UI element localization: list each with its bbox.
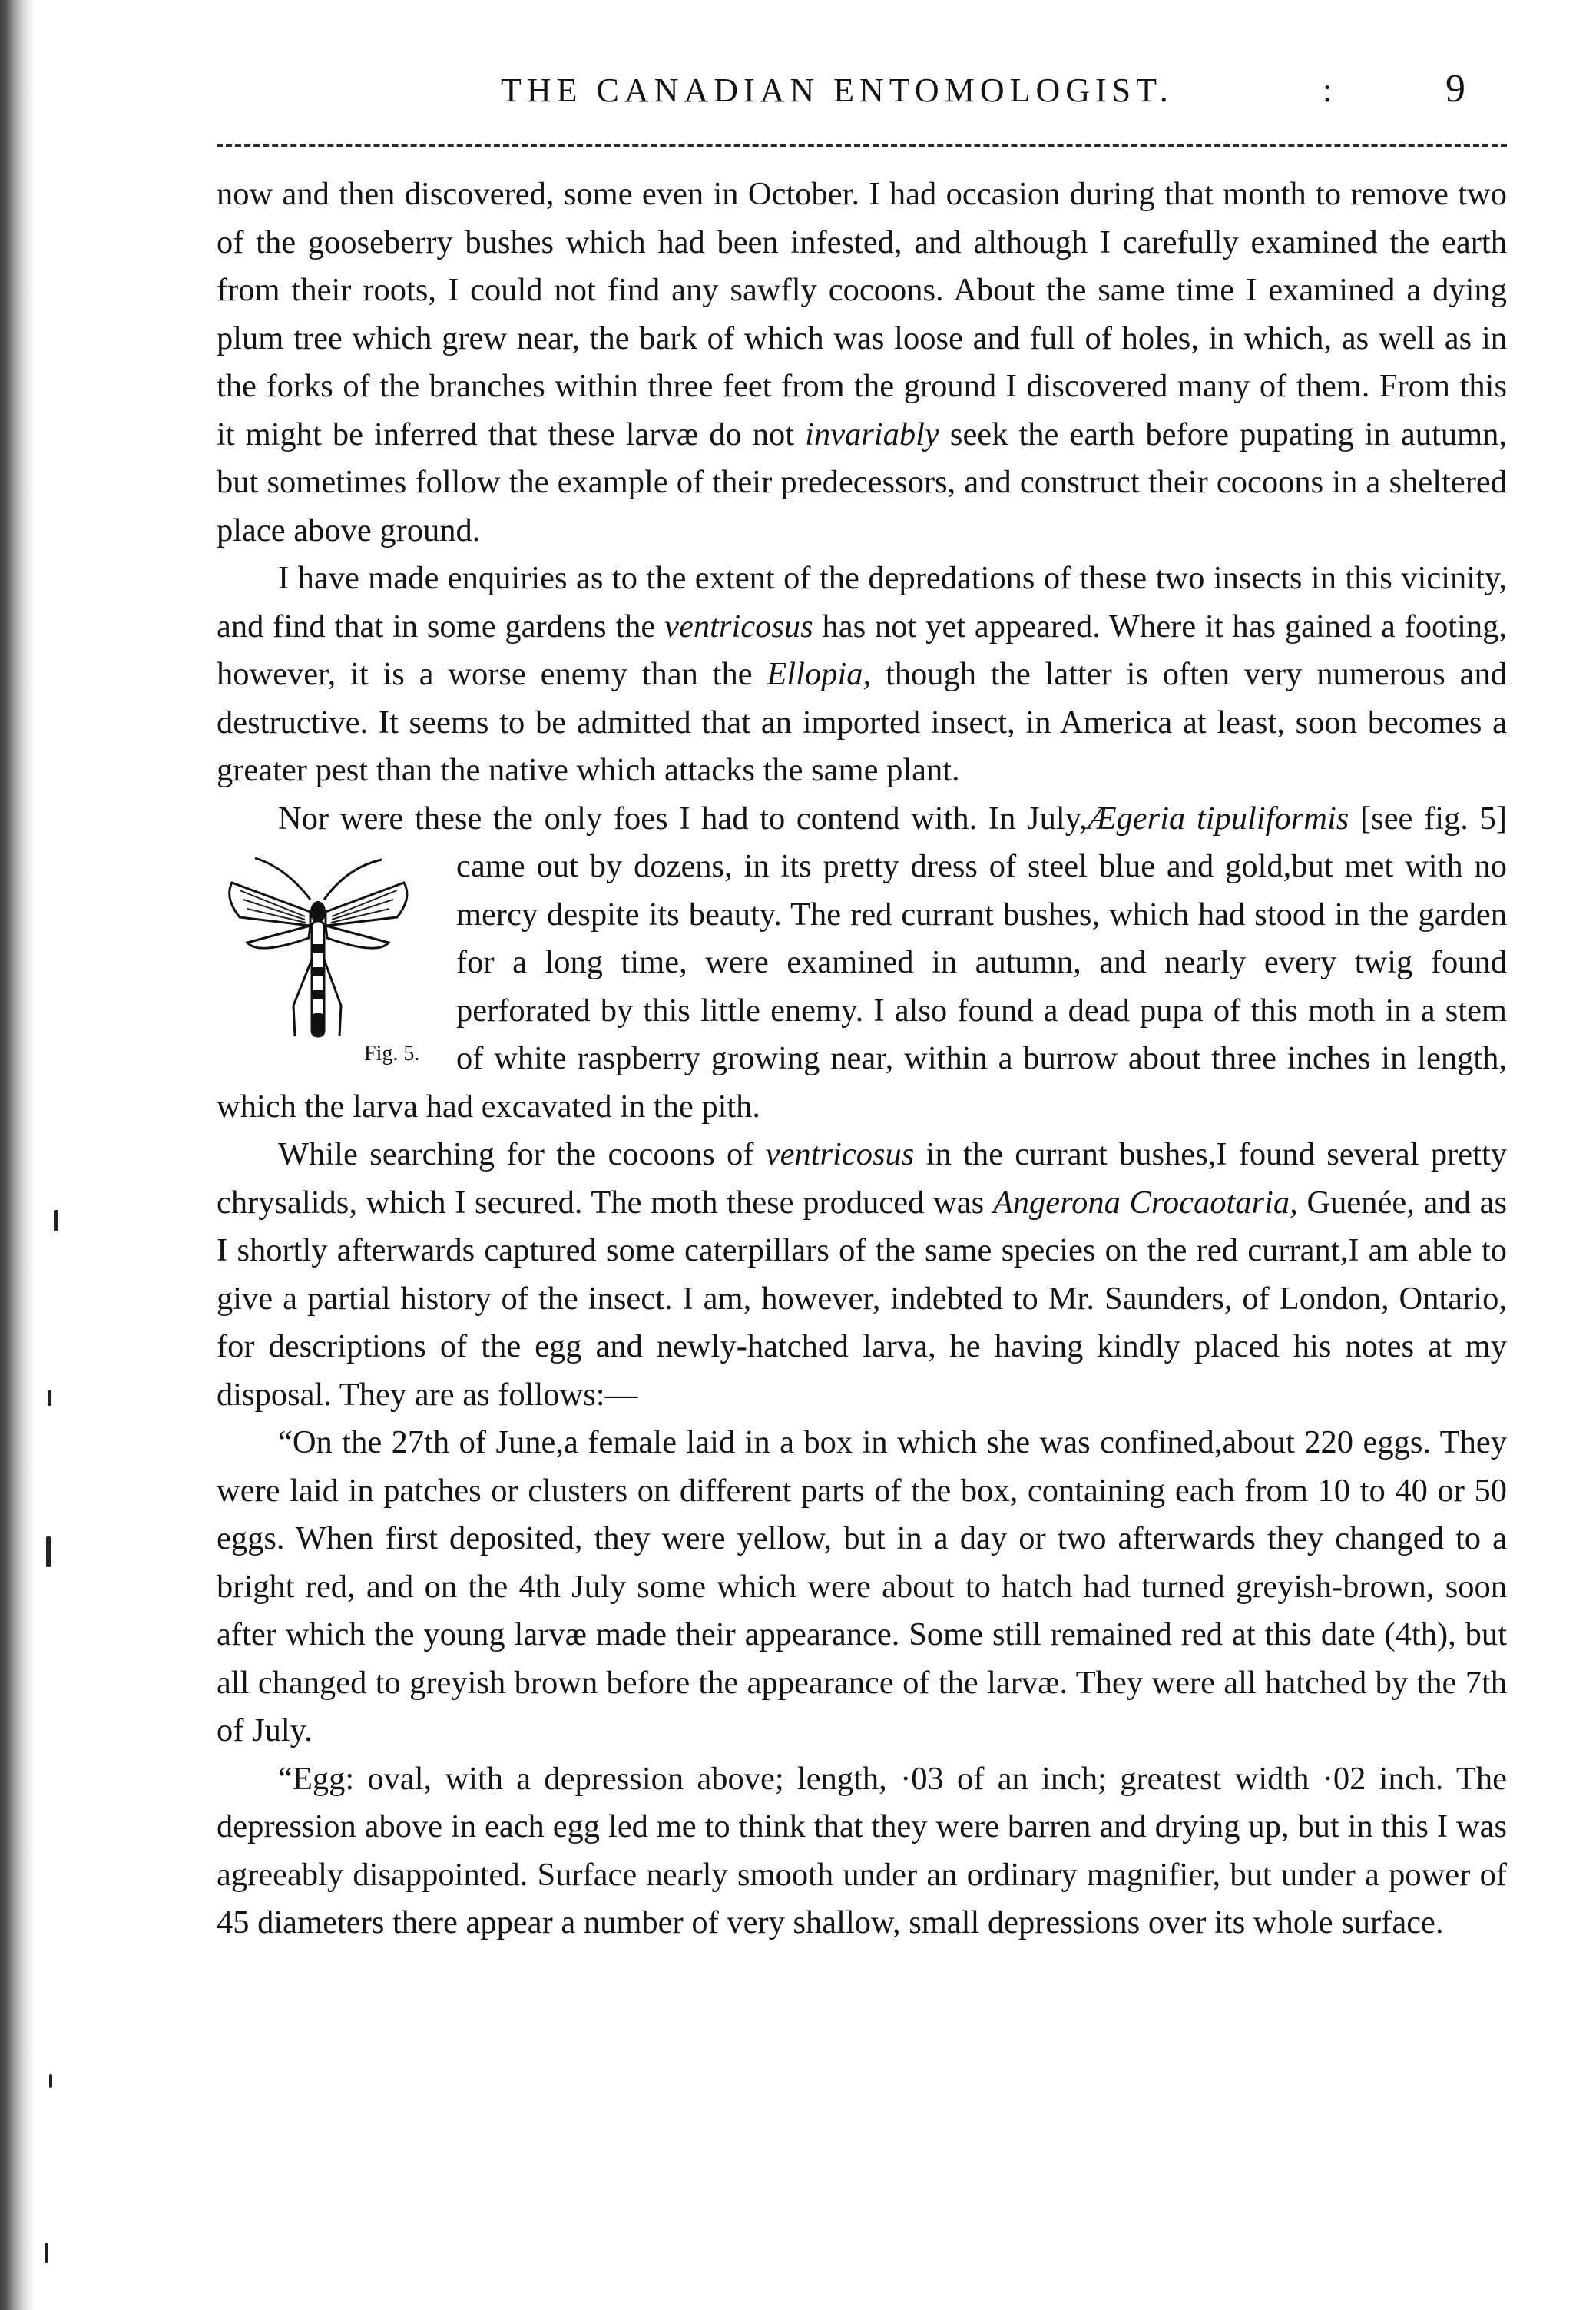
moth-illustration bbox=[224, 852, 412, 1052]
paragraph-2: I have made enquiries as to the extent of the depredations of these two insects in this vicinity, and find that in some gardens the ventricosus has not yet appeared. Where it has gained a footing, however, it is a worse enemy than the Ellopia, though the latter is often very numerous and destructive. It seems to be admitted that an imported insect, in America at least, soon becomes a greater pest than the native which attacks the same plant. bbox=[217, 560, 1508, 788]
scan-speck bbox=[46, 1536, 51, 1567]
paragraph-1: now and then discovered, some even in October. I had occasion during that month to remove two of the gooseberry bushes which had been infested, and although I carefully examined the earth from their roots, I could not find any sawfly cocoons. About the same time I examined a dying plum tree which grew near, the bark of which was loose and full of holes, in which, as well as in the forks of the branches within three feet from the ground I discovered many of them. From this it might be inferred that these larvæ do not invariably seek the earth before pupating in autumn, but sometimes follow the example of their predecessors, and construct their cocoons in a sheltered place above ground. bbox=[217, 176, 1508, 549]
page-header bbox=[217, 67, 1507, 124]
paragraph-4: While searching for the cocoons of ventricosus in the currant bushes,I found several pretty chrysalids, which I secured. The moth these produced was Angerona Crocaotaria, Guenée, and as I shortly afterwards captured some caterpillars of the same species on the red currant,I am able to give a partial history of the insect. I am, however, indebted to Mr. Saunders, of London, Ontario, for descriptions of the egg and newly-hatched larva, he having kindly placed his notes at my disposal. They are as follows:— bbox=[217, 1136, 1508, 1413]
body-text bbox=[217, 171, 1507, 1947]
paragraph-5-quote: “On the 27th of June,a female laid in a box in which she was confined,about 220 eggs. They were laid in patches or clusters on different parts of the box, containing each from 10 to 40 or 50 eggs. When first deposited, they were yellow, but in a day or two afterwards they changed to a bright red, and on the 4th July some which were about to hatch had turned greyish-brown, soon after which the young larvæ made their appearance. Some still remained red at this date (4th), but all changed to greyish brown before the appearance of the larvæ. They were all hatched by the 7th of July. bbox=[217, 1424, 1507, 1748]
scan-speck bbox=[48, 1390, 51, 1406]
scan-binding-edge bbox=[0, 0, 35, 2310]
scan-speck bbox=[45, 2243, 48, 2263]
figure-5 bbox=[210, 843, 441, 1081]
scan-speck bbox=[54, 1210, 58, 1231]
running-title: THE CANADIAN ENTOMOLOGIST. bbox=[501, 71, 1174, 109]
scan-speck bbox=[49, 2074, 52, 2088]
paragraph-3: Nor were these the only foes I had to contend with. In July,Ægeria tipuliformis Fig. 5. [see fig. 5] came out by dozens, in its pretty dress of steel blue and gold,but met with no mercy despite its beauty. The red currant bushes, which had stood in the garden for a long time, were examined in autumn, and nearly every twig found perforated by this little enemy. I also found a dead pupa of this moth in a stem of white raspberry growing near, within a burrow about three inches in length, which the larva had excavated in the pith. bbox=[217, 795, 1507, 1132]
paragraph-6-egg-description: “Egg: oval, with a depression above; length, ·03 of an inch; greatest width ·02 inch. The depression above in each egg led me to think that they were barren and drying up, but in this I was agreeably disappointed. Surface nearly smooth under an ordinary magnifier, but under a power of 45 diameters there appear a number of very shallow, small depressions over its whole surface. bbox=[217, 1760, 1507, 1940]
page-number: 9 bbox=[1445, 67, 1465, 111]
header-colon: : bbox=[1323, 71, 1333, 109]
header-rule bbox=[217, 144, 1507, 147]
figure-caption: Fig. 5. bbox=[364, 1042, 420, 1066]
